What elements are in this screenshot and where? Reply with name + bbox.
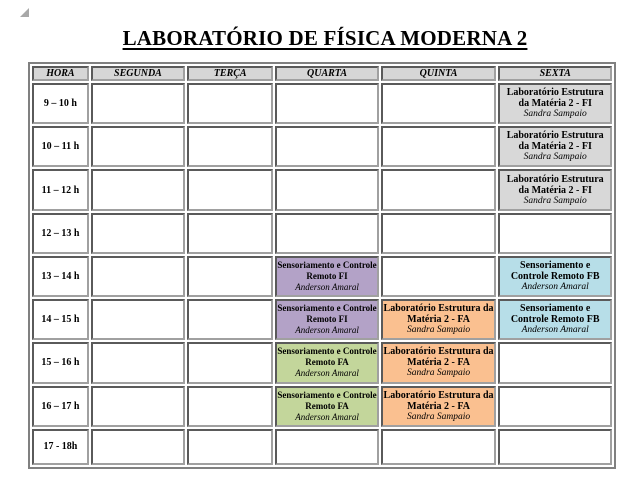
slot-segunda: [91, 429, 185, 465]
slot-segunda: [91, 256, 185, 297]
slot-segunda: [91, 213, 185, 254]
class-entry: [277, 390, 376, 423]
slot-segunda: [91, 126, 185, 167]
slot-quinta: [381, 169, 497, 210]
class-entry: [500, 260, 610, 293]
class-entry: [277, 303, 376, 336]
slot-quarta: [275, 429, 378, 465]
class-name: Laboratório Estrutura da Matéria 2 - FA: [383, 389, 494, 412]
slot-terca: [187, 386, 273, 427]
schedule-body: [32, 83, 612, 465]
teacher-name: Anderson Amaral: [521, 325, 589, 336]
slot-quarta: [275, 386, 378, 427]
schedule-row: [32, 169, 612, 210]
class-entry: [500, 87, 610, 120]
teacher-name: Sandra Sampaio: [523, 109, 587, 120]
teacher-name: Anderson Amaral: [295, 411, 359, 422]
slot-quinta: [381, 126, 497, 167]
slot-quinta: [381, 213, 497, 254]
header-segunda: SEGUNDA: [91, 66, 185, 81]
slot-segunda: [91, 386, 185, 427]
slot-quarta: [275, 83, 378, 124]
class-name: Sensoriamento e Controle Remoto FI: [277, 259, 377, 281]
schedule-row: [32, 126, 612, 167]
slot-terca: [187, 169, 273, 210]
class-name: Laboratório Estrutura da Matéria 2 - FI: [506, 130, 604, 153]
class-entry: [500, 130, 610, 163]
slot-terca: [187, 126, 273, 167]
slot-quarta: [275, 256, 378, 297]
class-name: Laboratório Estrutura da Matéria 2 - FI: [506, 87, 604, 110]
slot-quarta: [275, 169, 378, 210]
slot-sexta: [498, 429, 612, 465]
class-entry: [500, 303, 610, 336]
slot-terca: [187, 342, 273, 383]
hour-cell: 17 - 18h: [32, 429, 89, 465]
header-hora: HORA: [32, 66, 89, 81]
hour-cell: 16 – 17 h: [32, 386, 89, 427]
header-sexta: SEXTA: [498, 66, 612, 81]
slot-terca: [187, 299, 273, 340]
class-name: Laboratório Estrutura da Matéria 2 - FA: [383, 303, 494, 326]
slot-segunda: [91, 169, 185, 210]
class-entry: [277, 346, 376, 379]
class-name: Sensoriamento e Controle Remoto FA: [277, 346, 377, 368]
slot-quinta: [381, 429, 497, 465]
slot-quarta: [275, 299, 378, 340]
hour-cell: 13 – 14 h: [32, 256, 89, 297]
teacher-name: Anderson Amaral: [521, 281, 589, 292]
slot-sexta: [498, 169, 612, 210]
teacher-name: Sandra Sampaio: [407, 411, 471, 422]
class-entry: [277, 260, 376, 293]
hour-cell: 15 – 16 h: [32, 342, 89, 383]
header-row: [32, 66, 612, 81]
hour-cell: 10 – 11 h: [32, 126, 89, 167]
slot-quinta: [381, 256, 497, 297]
schedule-row: [32, 386, 612, 427]
corner-triangle-icon: [20, 8, 29, 17]
schedule-table: [28, 62, 616, 469]
slot-terca: [187, 429, 273, 465]
slot-quinta: [381, 386, 497, 427]
slot-quinta: [381, 83, 497, 124]
schedule-row: [32, 299, 612, 340]
class-name: Sensoriamento e Controle Remoto FA: [277, 389, 377, 411]
slot-sexta: [498, 299, 612, 340]
slot-sexta: [498, 386, 612, 427]
slot-sexta: [498, 256, 612, 297]
slot-terca: [187, 213, 273, 254]
teacher-name: Sandra Sampaio: [523, 152, 587, 163]
header-terca: TERÇA: [187, 66, 273, 81]
class-entry: [383, 303, 495, 336]
slot-sexta: [498, 213, 612, 254]
slot-segunda: [91, 299, 185, 340]
slot-sexta: [498, 342, 612, 383]
schedule-row: [32, 429, 612, 465]
slot-quinta: [381, 299, 497, 340]
schedule-row: [32, 83, 612, 124]
class-name: Sensoriamento e Controle Remoto FI: [277, 303, 377, 325]
teacher-name: Anderson Amaral: [295, 368, 359, 379]
slot-terca: [187, 256, 273, 297]
schedule-row: [32, 213, 612, 254]
slot-sexta: [498, 126, 612, 167]
class-name: Sensoriamento e Controle Remoto FB: [510, 259, 600, 282]
slot-quarta: [275, 213, 378, 254]
class-name: Laboratório Estrutura da Matéria 2 - FI: [506, 173, 604, 196]
teacher-name: Sandra Sampaio: [523, 195, 587, 206]
hour-cell: 12 – 13 h: [32, 213, 89, 254]
slot-quinta: [381, 342, 497, 383]
class-name: Sensoriamento e Controle Remoto FB: [510, 303, 600, 326]
hour-cell: 14 – 15 h: [32, 299, 89, 340]
teacher-name: Anderson Amaral: [295, 281, 359, 292]
header-quarta: QUARTA: [275, 66, 378, 81]
slot-segunda: [91, 83, 185, 124]
class-entry: [383, 346, 495, 379]
hour-cell: 11 – 12 h: [32, 169, 89, 210]
class-entry: [383, 390, 495, 423]
teacher-name: Sandra Sampaio: [407, 368, 471, 379]
slot-sexta: [498, 83, 612, 124]
hour-cell: 9 – 10 h: [32, 83, 89, 124]
slot-segunda: [91, 342, 185, 383]
class-name: Laboratório Estrutura da Matéria 2 - FA: [383, 346, 494, 369]
slot-quarta: [275, 126, 378, 167]
teacher-name: Anderson Amaral: [295, 325, 359, 336]
page-title: LABORATÓRIO DE FÍSICA MODERNA 2: [122, 26, 528, 50]
schedule-row: [32, 342, 612, 383]
teacher-name: Sandra Sampaio: [407, 325, 471, 336]
schedule-row: [32, 256, 612, 297]
slot-terca: [187, 83, 273, 124]
slot-quarta: [275, 342, 378, 383]
header-quinta: QUINTA: [381, 66, 497, 81]
class-entry: [500, 174, 610, 207]
